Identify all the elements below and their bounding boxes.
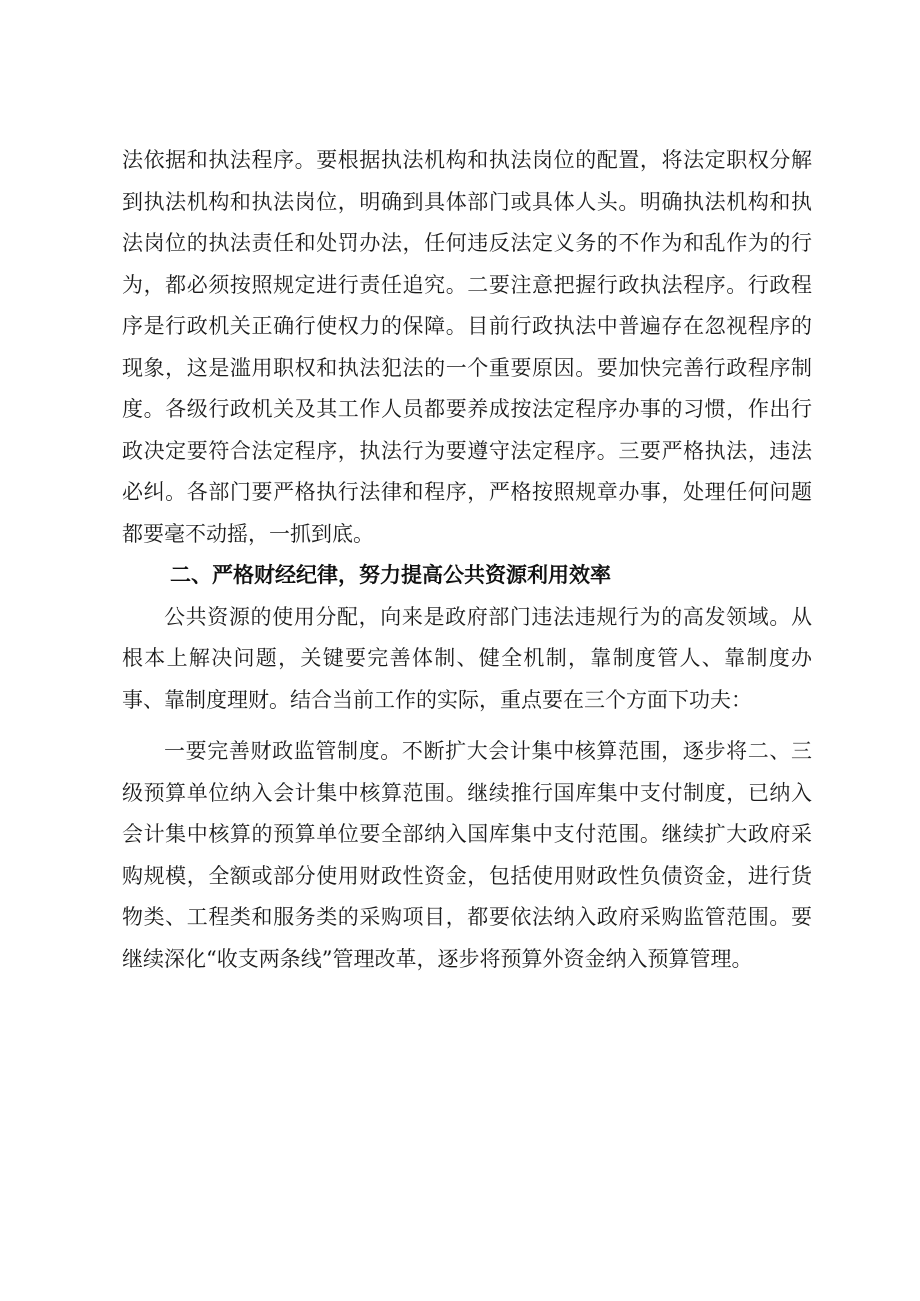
document-body <box>122 140 812 980</box>
paragraph-public-resources: 公共资源的使用分配，向来是政府部门违法违规行为的高发领域。从根本上解决问题，关键要完善体制、健全机制，靠制度管人、靠制度办事、靠制度理财。结合当前工作的实际，重点要在三个方面下功夫： <box>122 604 812 712</box>
paragraph-continuation: 法依据和执法程序。要根据执法机构和执法岗位的配置，将法定职权分解到执法机构和执法岗位，明确到具体部门或具体人头。明确执法机构和执法岗位的执法责任和处罚办法，任何违反法定义务的不作为和乱作为的行为，都必须按照规定进行责任追究。二要注意把握行政执法程序。行政程序是行政机关正确行使权力的保障。目前行政执法中普遍存在忽视程序的现象，这是滥用职权和执法犯法的一个重要原因。要加快完善行政程序制度。各级行政机关及其工作人员都要养成按法定程序办事的习惯，作出行政决定要符合法定程序，执法行为要遵守法定程序。三要严格执法，违法必纠。各部门要严格执行法律和程序，严格按照规章办事，处理任何问题都要毫不动摇，一抓到底。 <box>122 148 812 546</box>
section-heading: 二、严格财经纪律，努力提高公共资源利用效率 <box>170 563 611 587</box>
paragraph-fiscal-supervision: 一要完善财政监管制度。不断扩大会计集中核算范围，逐步将二、三级预算单位纳入会计集中核算范围。继续推行国库集中支付制度，已纳入会计集中核算的预算单位要全部纳入国库集中支付范围。继续扩大政府采购规模，全额或部分使用财政性资金，包括使用财政性负债资金，进行货物类、工程类和服务类的采购项目，都要依法纳入政府采购监管范围。要继续深化“收支两条线”管理改革，逐步将预算外资金纳入预算管理。 <box>122 739 812 971</box>
paragraph-gap <box>122 721 812 731</box>
